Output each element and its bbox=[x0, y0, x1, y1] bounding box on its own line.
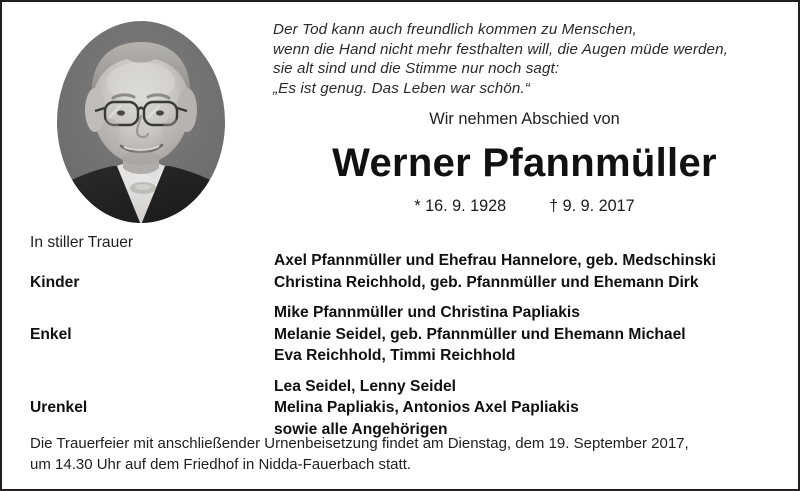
life-dates bbox=[262, 195, 787, 217]
family-name-line: Axel Pfannmüller und Ehefrau Hannelore, geb. Medschinski bbox=[274, 252, 716, 269]
death-date: † 9. 9. 2017 bbox=[549, 197, 635, 215]
family-group-urenkel bbox=[30, 376, 774, 441]
family-names-urenkel bbox=[274, 376, 774, 441]
poem-text bbox=[273, 20, 778, 98]
family-label-kinder: Kinder bbox=[30, 273, 80, 291]
poem-line: wenn die Hand nicht mehr festhalten will, die Augen müde werden, bbox=[273, 40, 728, 58]
family-name-line: Christina Reichhold, geb. Pfannmüller und Ehemann Dirk bbox=[274, 273, 699, 291]
family-name-line: Lea Seidel, Lenny Seidel bbox=[274, 377, 456, 395]
family-list bbox=[30, 250, 774, 440]
poem-line: Der Tod kann auch freundlich kommen zu Menschen, bbox=[273, 21, 637, 38]
service-line: Die Trauerfeier mit anschließender Urnenbeisetzung findet am Dienstag, dem 19. September 2017, bbox=[30, 435, 689, 452]
family-names-kinder bbox=[274, 250, 774, 293]
family-name-line: Eva Reichhold, Timmi Reichhold bbox=[274, 347, 516, 364]
mourning-label: In stiller Trauer bbox=[30, 234, 134, 251]
family-name-line: Melanie Seidel, geb. Pfannmüller und Ehemann Michael bbox=[274, 325, 686, 343]
birth-date: * 16. 9. 1928 bbox=[414, 197, 507, 215]
service-line: um 14.30 Uhr auf dem Friedhof in Nidda-Fauerbach statt. bbox=[30, 456, 412, 473]
poem-line: „Es ist genug. Das Leben war schön.“ bbox=[273, 79, 530, 97]
family-name-line: Mike Pfannmüller und Christina Papliakis bbox=[274, 304, 580, 321]
farewell-lead: Wir nehmen Abschied von bbox=[429, 110, 620, 128]
family-group-enkel bbox=[30, 302, 774, 367]
portrait-photo bbox=[55, 20, 227, 225]
deceased-name: Werner Pfannmüller bbox=[332, 141, 717, 185]
portrait-image bbox=[55, 20, 227, 225]
poem-line: sie alt sind und die Stimme nur noch sagt: bbox=[273, 60, 560, 78]
family-names-enkel bbox=[274, 302, 774, 367]
family-label-urenkel: Urenkel bbox=[30, 399, 88, 416]
family-name-line: Melina Papliakis, Antonios Axel Papliakis bbox=[274, 399, 579, 416]
family-name-line: sowie alle Angehörigen bbox=[274, 420, 448, 438]
family-label-enkel: Enkel bbox=[30, 325, 72, 343]
family-group-kinder bbox=[30, 250, 774, 293]
announcement-block bbox=[262, 108, 787, 217]
service-details bbox=[30, 433, 778, 475]
